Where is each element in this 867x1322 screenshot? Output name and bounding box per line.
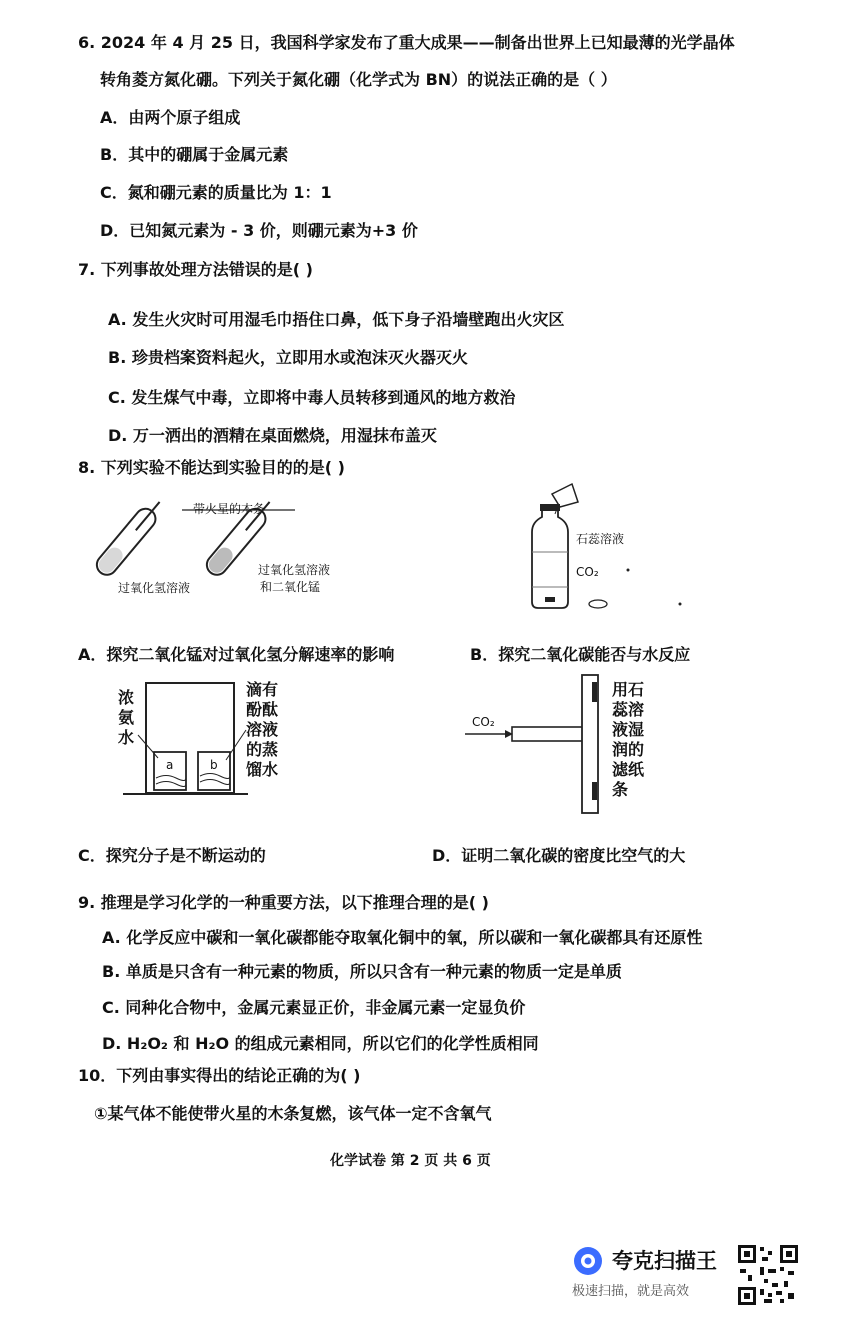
watermark-brand: 夸克扫描王 (612, 1249, 717, 1273)
figure-d-right-6: 条 (612, 780, 629, 799)
figure-c-left-1: 浓 (118, 688, 135, 707)
q10-stem: 10．下列由事实得出的结论正确的为( ) (78, 1066, 361, 1085)
figure-d-right-5: 滤纸 (612, 760, 645, 779)
figure-d-t-tube (460, 672, 690, 817)
q6-stem-line1: 6. 2024 年 4 月 25 日，我国科学家发布了重大成果——制备出世界上已知最薄的光学晶体 (78, 33, 735, 52)
figure-b-label-litmus: 石蕊溶液 (576, 532, 625, 546)
figure-d-right-1: 用石 (612, 680, 645, 699)
q8-option-c: C．探究分子是不断运动的 (78, 846, 266, 865)
q9-option-b: B. 单质是只含有一种元素的物质，所以只含有一种元素的物质一定是单质 (102, 962, 622, 981)
q8-option-a: A．探究二氧化锰对过氧化氢分解速率的影响 (78, 645, 395, 664)
qr-code-icon (736, 1243, 800, 1307)
figure-a-test-tubes (90, 495, 330, 605)
q7-option-d: D. 万一洒出的酒精在桌面燃烧，用湿抹布盖灭 (108, 426, 437, 445)
figure-c-beaker-b: b (210, 758, 218, 772)
q9-stem: 9. 推理是学习化学的一种重要方法，以下推理合理的是( ) (78, 893, 489, 912)
q6-stem-line2: 转角菱方氮化硼。下列关于氮化硼（化学式为 BN）的说法正确的是（ ） (100, 70, 617, 89)
q9-option-c: C. 同种化合物中，金属元素显正价，非金属元素一定显负价 (102, 998, 526, 1017)
figure-b-drawing (520, 482, 700, 612)
q9-option-d: D. H₂O₂ 和 H₂O 的组成元素相同，所以它们的化学性质相同 (102, 1034, 539, 1053)
figure-d-right-4: 润的 (612, 740, 645, 759)
q7-option-c: C. 发生煤气中毒，立即将中毒人员转移到通风的地方救治 (108, 388, 516, 407)
figure-c-right-1: 滴有 (246, 680, 279, 699)
q8-option-d: D．证明二氧化碳的密度比空气的大 (432, 846, 686, 865)
watermark-slogan: 极速扫描，就是高效 (572, 1284, 690, 1299)
q7-stem: 7. 下列事故处理方法错误的是( ) (78, 260, 313, 279)
figure-a-label-right-1: 过氧化氢溶液 (258, 563, 331, 577)
page-footer: 化学试卷 第 2 页 共 6 页 (330, 1153, 491, 1169)
scanner-watermark (572, 1245, 732, 1305)
q7-option-a: A. 发生火灾时可用湿毛巾捂住口鼻，低下身子沿墙壁跑出火灾区 (108, 310, 565, 329)
q7-option-b: B. 珍贵档案资料起火，立即用水或泡沫灭火器灭火 (108, 348, 468, 367)
figure-d-drawing (460, 672, 690, 817)
q6-option-d: D．已知氮元素为 - 3 价，则硼元素为+3 价 (100, 221, 418, 240)
figure-b-label-co2: CO₂ (576, 565, 599, 579)
q8-option-b: B．探究二氧化碳能否与水反应 (470, 645, 691, 664)
figure-c-left-3: 水 (118, 728, 135, 747)
figure-c-right-5: 馏水 (246, 760, 279, 779)
quark-logo-icon (572, 1245, 604, 1277)
figure-c-beakers (118, 680, 298, 805)
figure-a-label-top: 带火星的木条 (193, 502, 266, 516)
figure-a-label-left: 过氧化氢溶液 (118, 581, 191, 595)
q10-item-1: ①某气体不能使带火星的木条复燃，该气体一定不含氧气 (94, 1104, 492, 1123)
figure-c-beaker-a: a (166, 758, 174, 772)
figure-d-right-3: 液湿 (612, 720, 645, 739)
q6-option-b: B．其中的硼属于金属元素 (100, 145, 289, 164)
figure-b-bottle (520, 482, 700, 612)
q6-option-a: A．由两个原子组成 (100, 108, 241, 127)
figure-c-right-3: 溶液 (246, 720, 279, 739)
q8-stem: 8. 下列实验不能达到实验目的的是( ) (78, 458, 345, 477)
figure-c-right-4: 的蒸 (246, 740, 279, 759)
figure-a-label-right-2: 和二氧化锰 (260, 580, 321, 594)
q9-option-a: A. 化学反应中碳和一氧化碳都能夺取氧化铜中的氧，所以碳和一氧化碳都具有还原性 (102, 928, 703, 947)
q6-option-c: C．氮和硼元素的质量比为 1：1 (100, 183, 332, 202)
figure-d-right-2: 蕊溶 (612, 700, 645, 719)
figure-d-gas-label: CO₂ (472, 715, 495, 729)
figure-c-right-2: 酚酞 (246, 700, 279, 719)
figure-c-left-2: 氨 (118, 708, 135, 727)
